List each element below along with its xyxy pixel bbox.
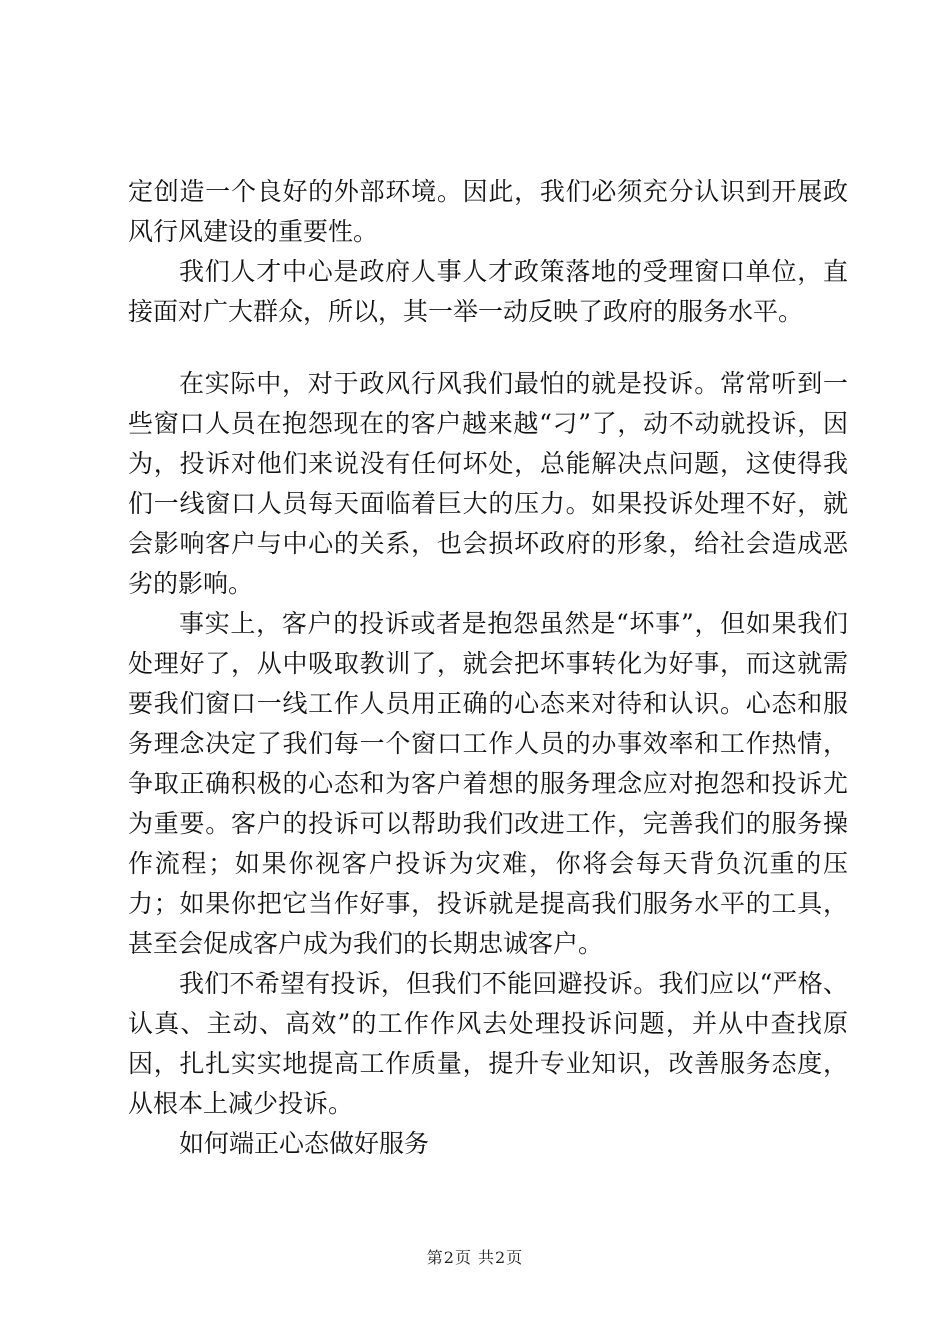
paragraph-continuation: 定创造一个良好的外部环境。因此，我们必须充分认识到开展政风行风建设的重要性。 [128, 177, 848, 246]
paragraph-avoid-complaints: 我们不希望有投诉，但我们不能回避投诉。我们应以“严格、认真、主动、高效”的工作作风去处理投诉问题，并从中查找原因，扎扎实实地提高工作质量，提升专业知识，改善服务态度，从根本上减少投诉。 [128, 969, 848, 1118]
paragraph-complaints-fear: 在实际中，对于政风行风我们最怕的就是投诉。常常听到一些窗口人员在抱怨现在的客户越来越“刁”了，动不动就投诉，因为，投诉对他们来说没有任何坏处，总能解决点问题，这使得我们一线窗口人员每天面临着巨大的压力。如果投诉处理不好，就会影响客户与中心的关系，也会损坏政府的形象，给社会造成恶劣的影响。 [128, 369, 848, 598]
paragraph-closing-title: 如何端正心态做好服务 [179, 1129, 430, 1158]
document-body [128, 172, 848, 1164]
page-footer: 第2页 共2页 [426, 1248, 524, 1267]
paragraph-talent-center: 我们人才中心是政府人事人才政策落地的受理窗口单位，直接面对广大群众，所以，其一举一动反映了政府的服务水平。 [128, 257, 848, 326]
paragraph-complaints-mindset: 事实上，客户的投诉或者是抱怨虽然是“坏事”，但如果我们处理好了，从中吸取教训了，就会把坏事转化为好事，而这就需要我们窗口一线工作人员用正确的心态来对待和认识。心态和服务理念决定了我们每一个窗口工作人员的办事效率和工作热情，争取正确积极的心态和为客户着想的服务理念应对抱怨和投诉尤为重要。客户的投诉可以帮助我们改进工作，完善我们的服务操作流程；如果你视客户投诉为灾难，你将会每天背负沉重的压力；如果你把它当作好事，投诉就是提高我们服务水平的工具，甚至会促成客户成为我们的长期忠诚客户。 [128, 609, 848, 958]
